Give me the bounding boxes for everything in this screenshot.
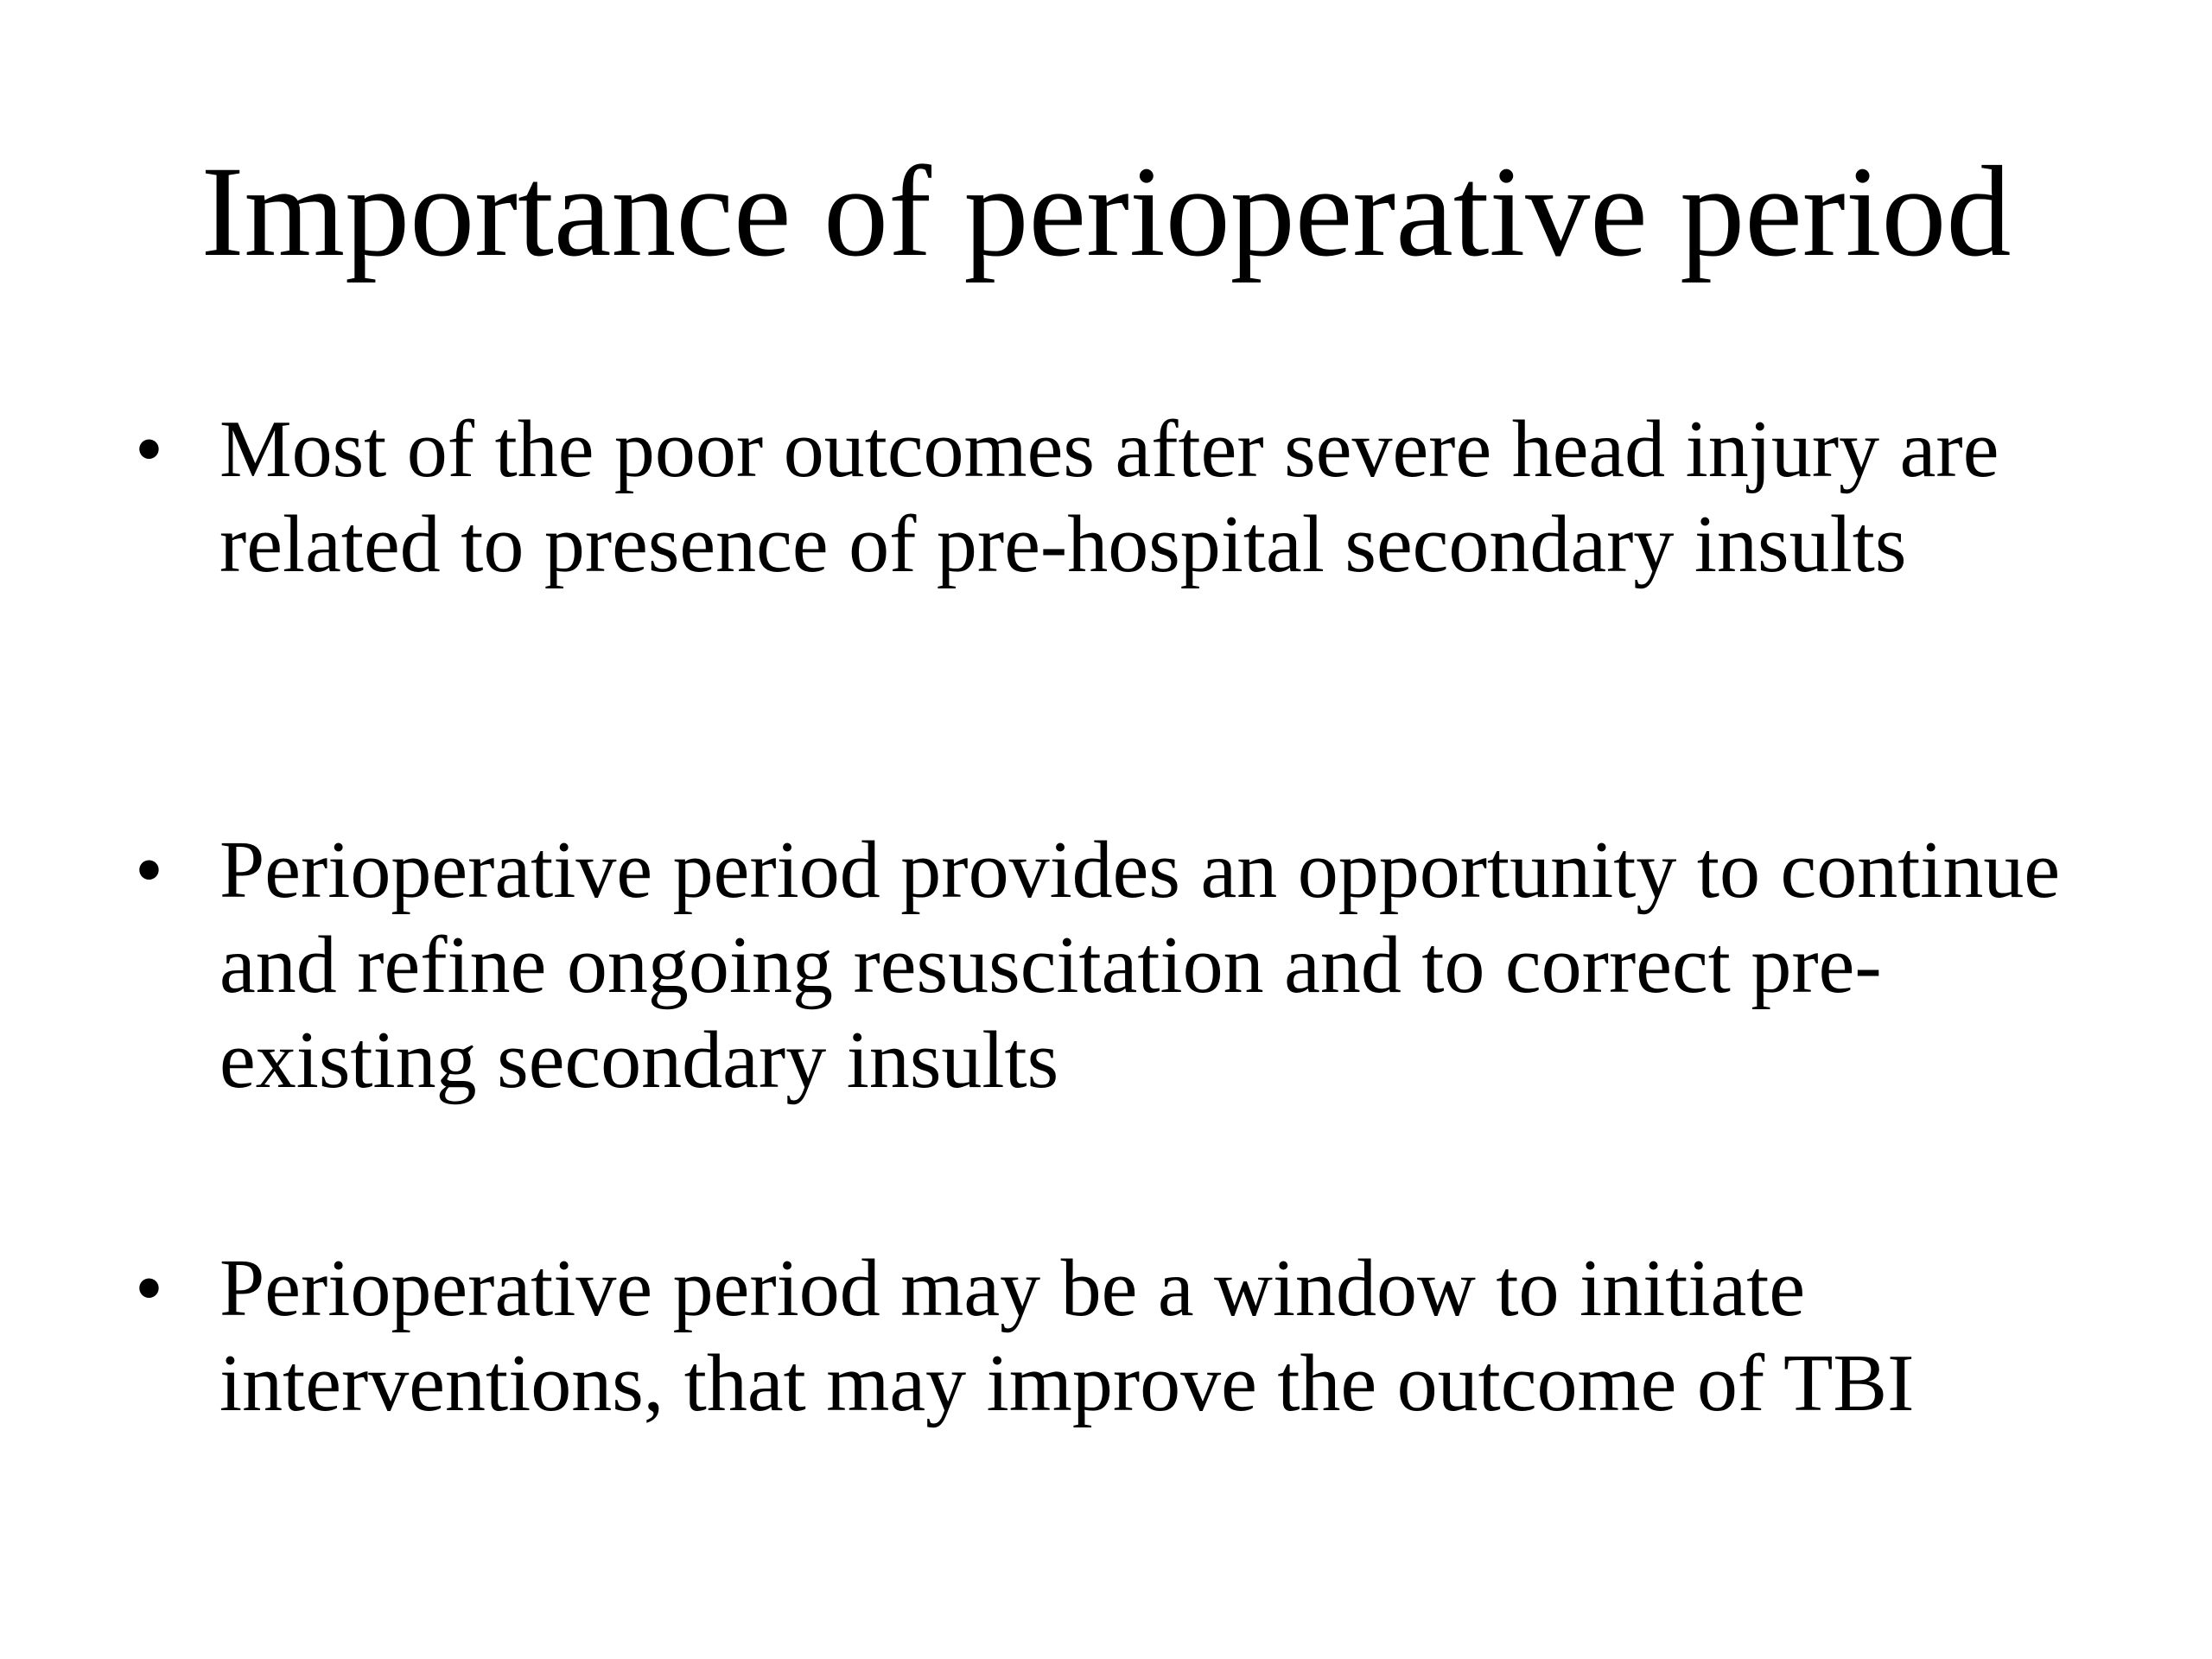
- bullet-text: Perioperative period provides an opportunity to continue and refine ongoing resuscitation and to correct pre-existing secondary insults: [219, 825, 2061, 1105]
- bullet-item: [130, 1241, 2117, 1431]
- bullet-icon: •: [135, 404, 163, 494]
- bullet-icon: •: [135, 1243, 163, 1333]
- bullet-icon: •: [135, 825, 163, 915]
- bullet-text: Most of the poor outcomes after severe head injury are related to presence of pre-hospital secondary insults: [219, 404, 1999, 589]
- bullet-item: [130, 823, 2117, 1108]
- bullet-item: [130, 402, 2117, 592]
- bullet-text: Perioperative period may be a window to initiate interventions, that may improve the outcome of TBI: [219, 1243, 1915, 1428]
- slide-title: Importance of perioperative period: [200, 140, 2012, 283]
